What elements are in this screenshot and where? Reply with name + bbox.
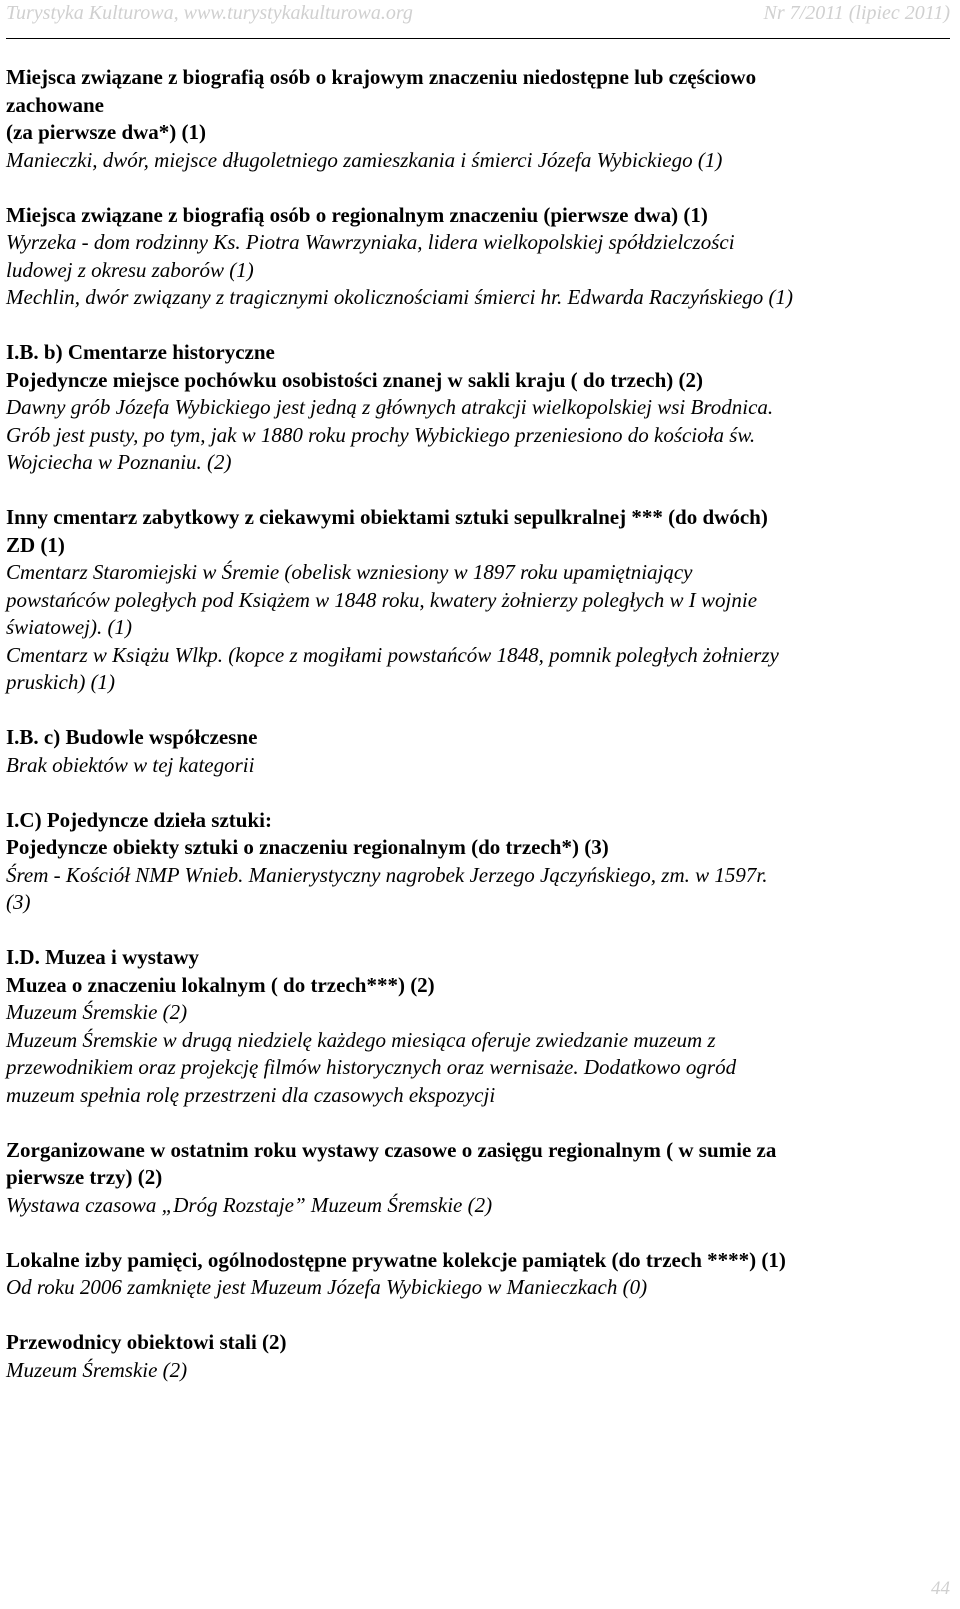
entry-text: Cmentarz w Książu Wlkp. (kopce z mogiłami powstańców 1848, pomnik poległych żołnierzy (6, 642, 779, 667)
spacer (6, 1109, 954, 1137)
entry-text: powstańców poległych pod Książem w 1848 roku, kwatery żołnierzy poległych w I wojnie (6, 587, 758, 612)
page-header (6, 0, 950, 39)
entry-text: Wystawa czasowa „Dróg Rozstaje” Muzeum Śremskie (2) (6, 1192, 493, 1217)
section-heading: (za pierwsze dwa*) (1) (6, 120, 207, 144)
entry-text: Mechlin, dwór związany z tragicznymi okolicznościami śmierci hr. Edwarda Raczyńskiego (1) (6, 285, 794, 309)
spacer (6, 917, 954, 945)
entry-text: ludowej z okresu zaborów (1) (6, 257, 254, 282)
spacer (6, 477, 954, 505)
section-heading: I.D. Muzea i wystawy (6, 945, 200, 969)
entry-text: Dawny grób Józefa Wybickiego jest jedną z głównych atrakcji wielkopolskiej wsi Brodnica. (6, 395, 774, 419)
section-heading: Przewodnicy obiektowi stali (2) (6, 1330, 287, 1354)
entry-text: pruskich) (1) (6, 670, 116, 694)
spacer (6, 1302, 954, 1330)
section-heading: Pojedyncze miejsce pochówku osobistości znanej w sakli kraju ( do trzech) (2) (6, 367, 704, 392)
spacer (6, 779, 954, 807)
section-heading: Lokalne izby pamięci, ogólnodostępne prywatne kolekcje pamiątek (do trzech ****) (1) (6, 1247, 786, 1272)
entry-text: Cmentarz Staromiejski w Śremie (obelisk wzniesiony w 1897 roku upamiętniający (6, 560, 693, 584)
entry-text: muzeum spełnia rolę przestrzeni dla czasowych ekspozycji (6, 1082, 496, 1107)
entry-text: Od roku 2006 zamknięte jest Muzeum Józefa Wybickiego w Manieczkach (0) (6, 1275, 648, 1299)
entry-text: Wojciecha w Poznaniu. (2) (6, 450, 232, 474)
section-heading: zachowane (6, 92, 104, 117)
page-number: 44 (931, 1578, 950, 1599)
entry-text: Muzeum Śremskie (2) (6, 1357, 188, 1382)
section-heading: I.C) Pojedyncze dzieła sztuki: (6, 807, 272, 832)
entry-text: (3) (6, 890, 31, 914)
entry-text: Śrem - Kościół NMP Wnieb. Manierystyczny nagrobek Jerzego Jączyńskiego, zm. w 1597r. (6, 862, 768, 887)
section-heading: Muzea o znaczeniu lokalnym ( do trzech***) (2) (6, 972, 435, 997)
spacer (6, 697, 954, 725)
section-heading: I.B. b) Cmentarze historyczne (6, 340, 275, 364)
spacer (6, 1219, 954, 1247)
entry-text: Wyrzeka - dom rodzinny Ks. Piotra Wawrzyniaka, lidera wielkopolskiej spółdzielczości (6, 230, 735, 254)
entry-text: Muzeum Śremskie w drugą niedzielę każdego miesiąca oferuje zwiedzanie muzeum z (6, 1027, 716, 1052)
document-body (6, 64, 954, 1384)
section-heading: pierwsze trzy) (2) (6, 1165, 163, 1189)
spacer (6, 174, 954, 202)
section-heading: I.B. c) Budowle współczesne (6, 725, 258, 749)
entry-text: Brak obiektów w tej kategorii (6, 752, 255, 777)
section-heading: Miejsca związane z biografią osób o krajowym znaczeniu niedostępne lub częściowo (6, 65, 757, 89)
entry-text: przewodnikiem oraz projekcję filmów historycznych oraz wernisaże. Dodatkowo ogród (6, 1055, 737, 1079)
entry-text: światowej). (1) (6, 615, 132, 639)
entry-text: Manieczki, dwór, miejsce długoletniego zamieszkania i śmierci Józefa Wybickiego (1) (6, 147, 723, 172)
issue-number: Nr 7/2011 (lipiec 2011) (763, 2, 950, 24)
section-heading: Pojedyncze obiekty sztuki o znaczeniu regionalnym (do trzech*) (3) (6, 835, 609, 859)
entry-text: Grób jest pusty, po tym, jak w 1880 roku prochy Wybickiego przeniesiono do kościoła św. (6, 422, 756, 447)
section-heading: Miejsca związane z biografią osób o regionalnym znaczeniu (pierwsze dwa) (1) (6, 202, 708, 227)
entry-text: Muzeum Śremskie (2) (6, 1000, 188, 1024)
section-heading: ZD (1) (6, 532, 65, 557)
section-heading: Zorganizowane w ostatnim roku wystawy czasowe o zasięgu regionalnym ( w sumie za (6, 1137, 777, 1162)
spacer (6, 312, 954, 340)
journal-title: Turystyka Kulturowa, www.turystykakulturowa.org (6, 2, 413, 24)
section-heading: Inny cmentarz zabytkowy z ciekawymi obiektami sztuki sepulkralnej *** (do dwóch) (6, 505, 768, 529)
